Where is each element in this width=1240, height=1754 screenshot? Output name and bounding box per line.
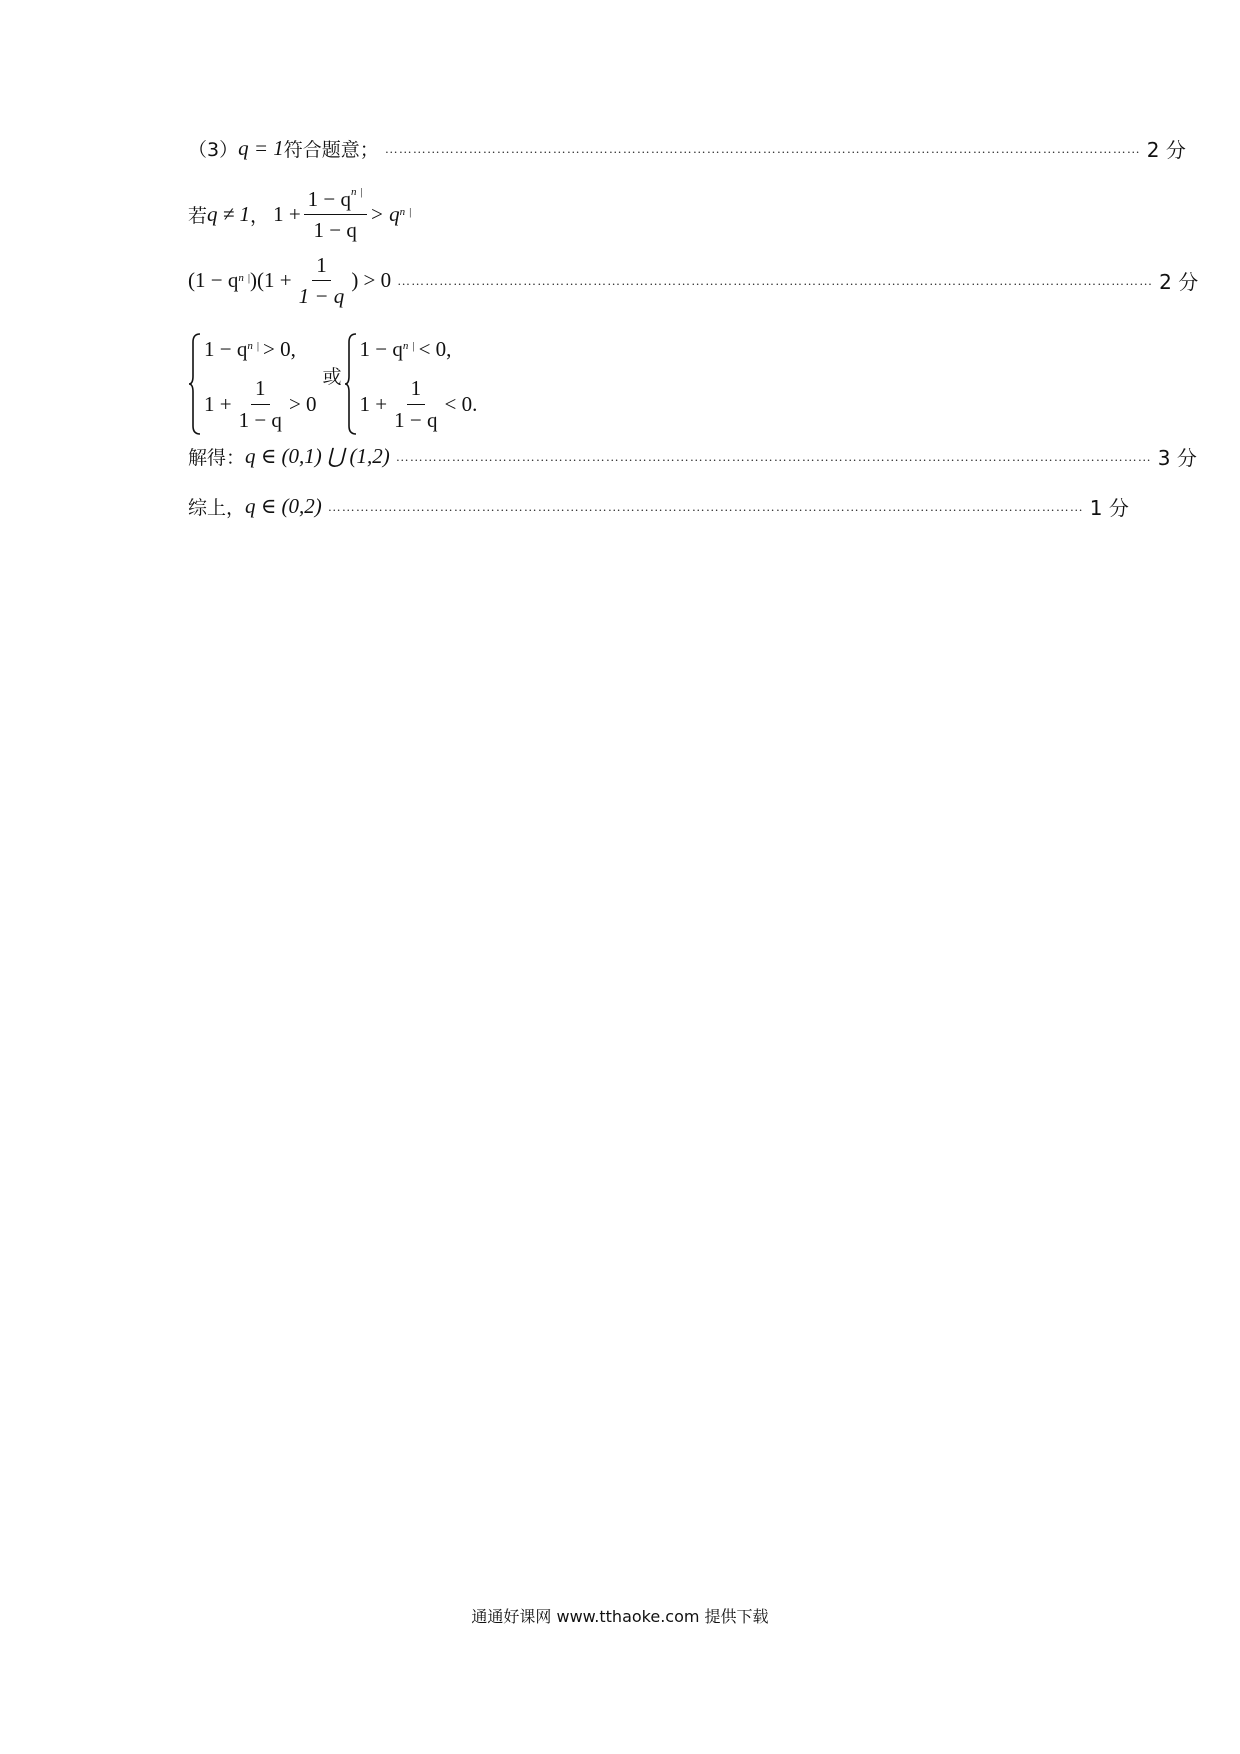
math-expression: 1 + [273, 202, 301, 227]
dot-leader: ……………………………………………………………………………………………………………………………………………… [327, 499, 1084, 514]
system-1-row-1: 1 − q [204, 336, 248, 361]
left-brace-icon [344, 332, 358, 436]
system-1-row-2: 1 + [204, 391, 232, 416]
fraction-denominator: 1 − q [238, 407, 282, 432]
fraction-numerator: 1 [251, 375, 270, 404]
system-2-row-1-rel: < 0, [418, 336, 452, 361]
math-expression: q = 1 [238, 136, 284, 160]
step-text: 综上， [188, 497, 246, 519]
solution-line-1 [188, 134, 1186, 163]
score-label: 2 分 [1159, 270, 1199, 295]
solution-line-5 [188, 442, 1197, 471]
system-1: 1 − q $^{n |}$ > 0, 1 + $\frac{1}{1 - q}$ > 0 [188, 332, 317, 436]
math-expression: ) > 0 [351, 268, 392, 293]
fraction-numerator: 1 [407, 375, 426, 404]
math-expression: q ∈ (0,2) [245, 494, 322, 518]
dot-leader: ……………………………………………………………………………………………………………………………………………… [397, 273, 1154, 289]
math-expression: )(1 + [250, 268, 292, 293]
fraction [390, 375, 441, 433]
dot-leader: ……………………………………………………………………………………………………………………………………………… [384, 141, 1141, 156]
fraction [295, 252, 349, 310]
score-label: 2 分 [1146, 138, 1186, 162]
math-expression: (1 − q [188, 268, 239, 293]
system-2-row-2-rel: < 0. [444, 391, 478, 416]
step-text: 符合题意； [283, 139, 379, 161]
fraction-denominator: 1 − q [298, 284, 345, 309]
fraction: $\frac{1 - q^{n |}}{1 - q}$ [304, 186, 367, 244]
fraction-numerator: 1 − q [307, 187, 351, 211]
system-2-row-2: 1 + [359, 391, 388, 416]
fraction [235, 375, 286, 433]
solution-line-6 [188, 492, 1129, 521]
step-text: 若 [188, 205, 208, 228]
score-label: 3 分 [1157, 446, 1197, 470]
score-label: 1 分 [1089, 496, 1129, 520]
separator: ， [250, 205, 270, 228]
inequality-systems [188, 328, 477, 440]
part-label: （3） [188, 139, 239, 161]
left-brace-icon [188, 332, 202, 436]
math-expression: > q [369, 202, 400, 227]
page-footer: 通通好课网 www.tthaoke.com 提供下载 [471, 1607, 769, 1626]
system-1-row-1-rel: > 0, [263, 336, 296, 361]
system-2-row-1: 1 − q [359, 336, 403, 361]
step-text: 解得： [188, 447, 246, 469]
solution-line-3 [188, 252, 1199, 310]
system-1-row-2-rel: > 0 [288, 391, 317, 416]
fraction-denominator: 1 − q [394, 407, 438, 432]
or-connector: 或 [322, 365, 342, 388]
fraction-denominator: 1 − q [313, 218, 357, 243]
fraction-numerator: 1 [312, 252, 331, 281]
system-2: 1 − q $^{n |}$ < 0, 1 + $\frac{1}{1 - q}$ < 0. [344, 332, 478, 436]
exponent: n | [238, 271, 251, 284]
solution-line-2 [188, 186, 1056, 244]
math-expression: q ∈ (0,1) ⋃ (1,2) [245, 444, 390, 468]
exponent: n | [399, 205, 412, 218]
math-expression: q ≠ 1 [207, 202, 251, 227]
dot-leader: ……………………………………………………………………………………………………………………………………………… [395, 449, 1152, 464]
